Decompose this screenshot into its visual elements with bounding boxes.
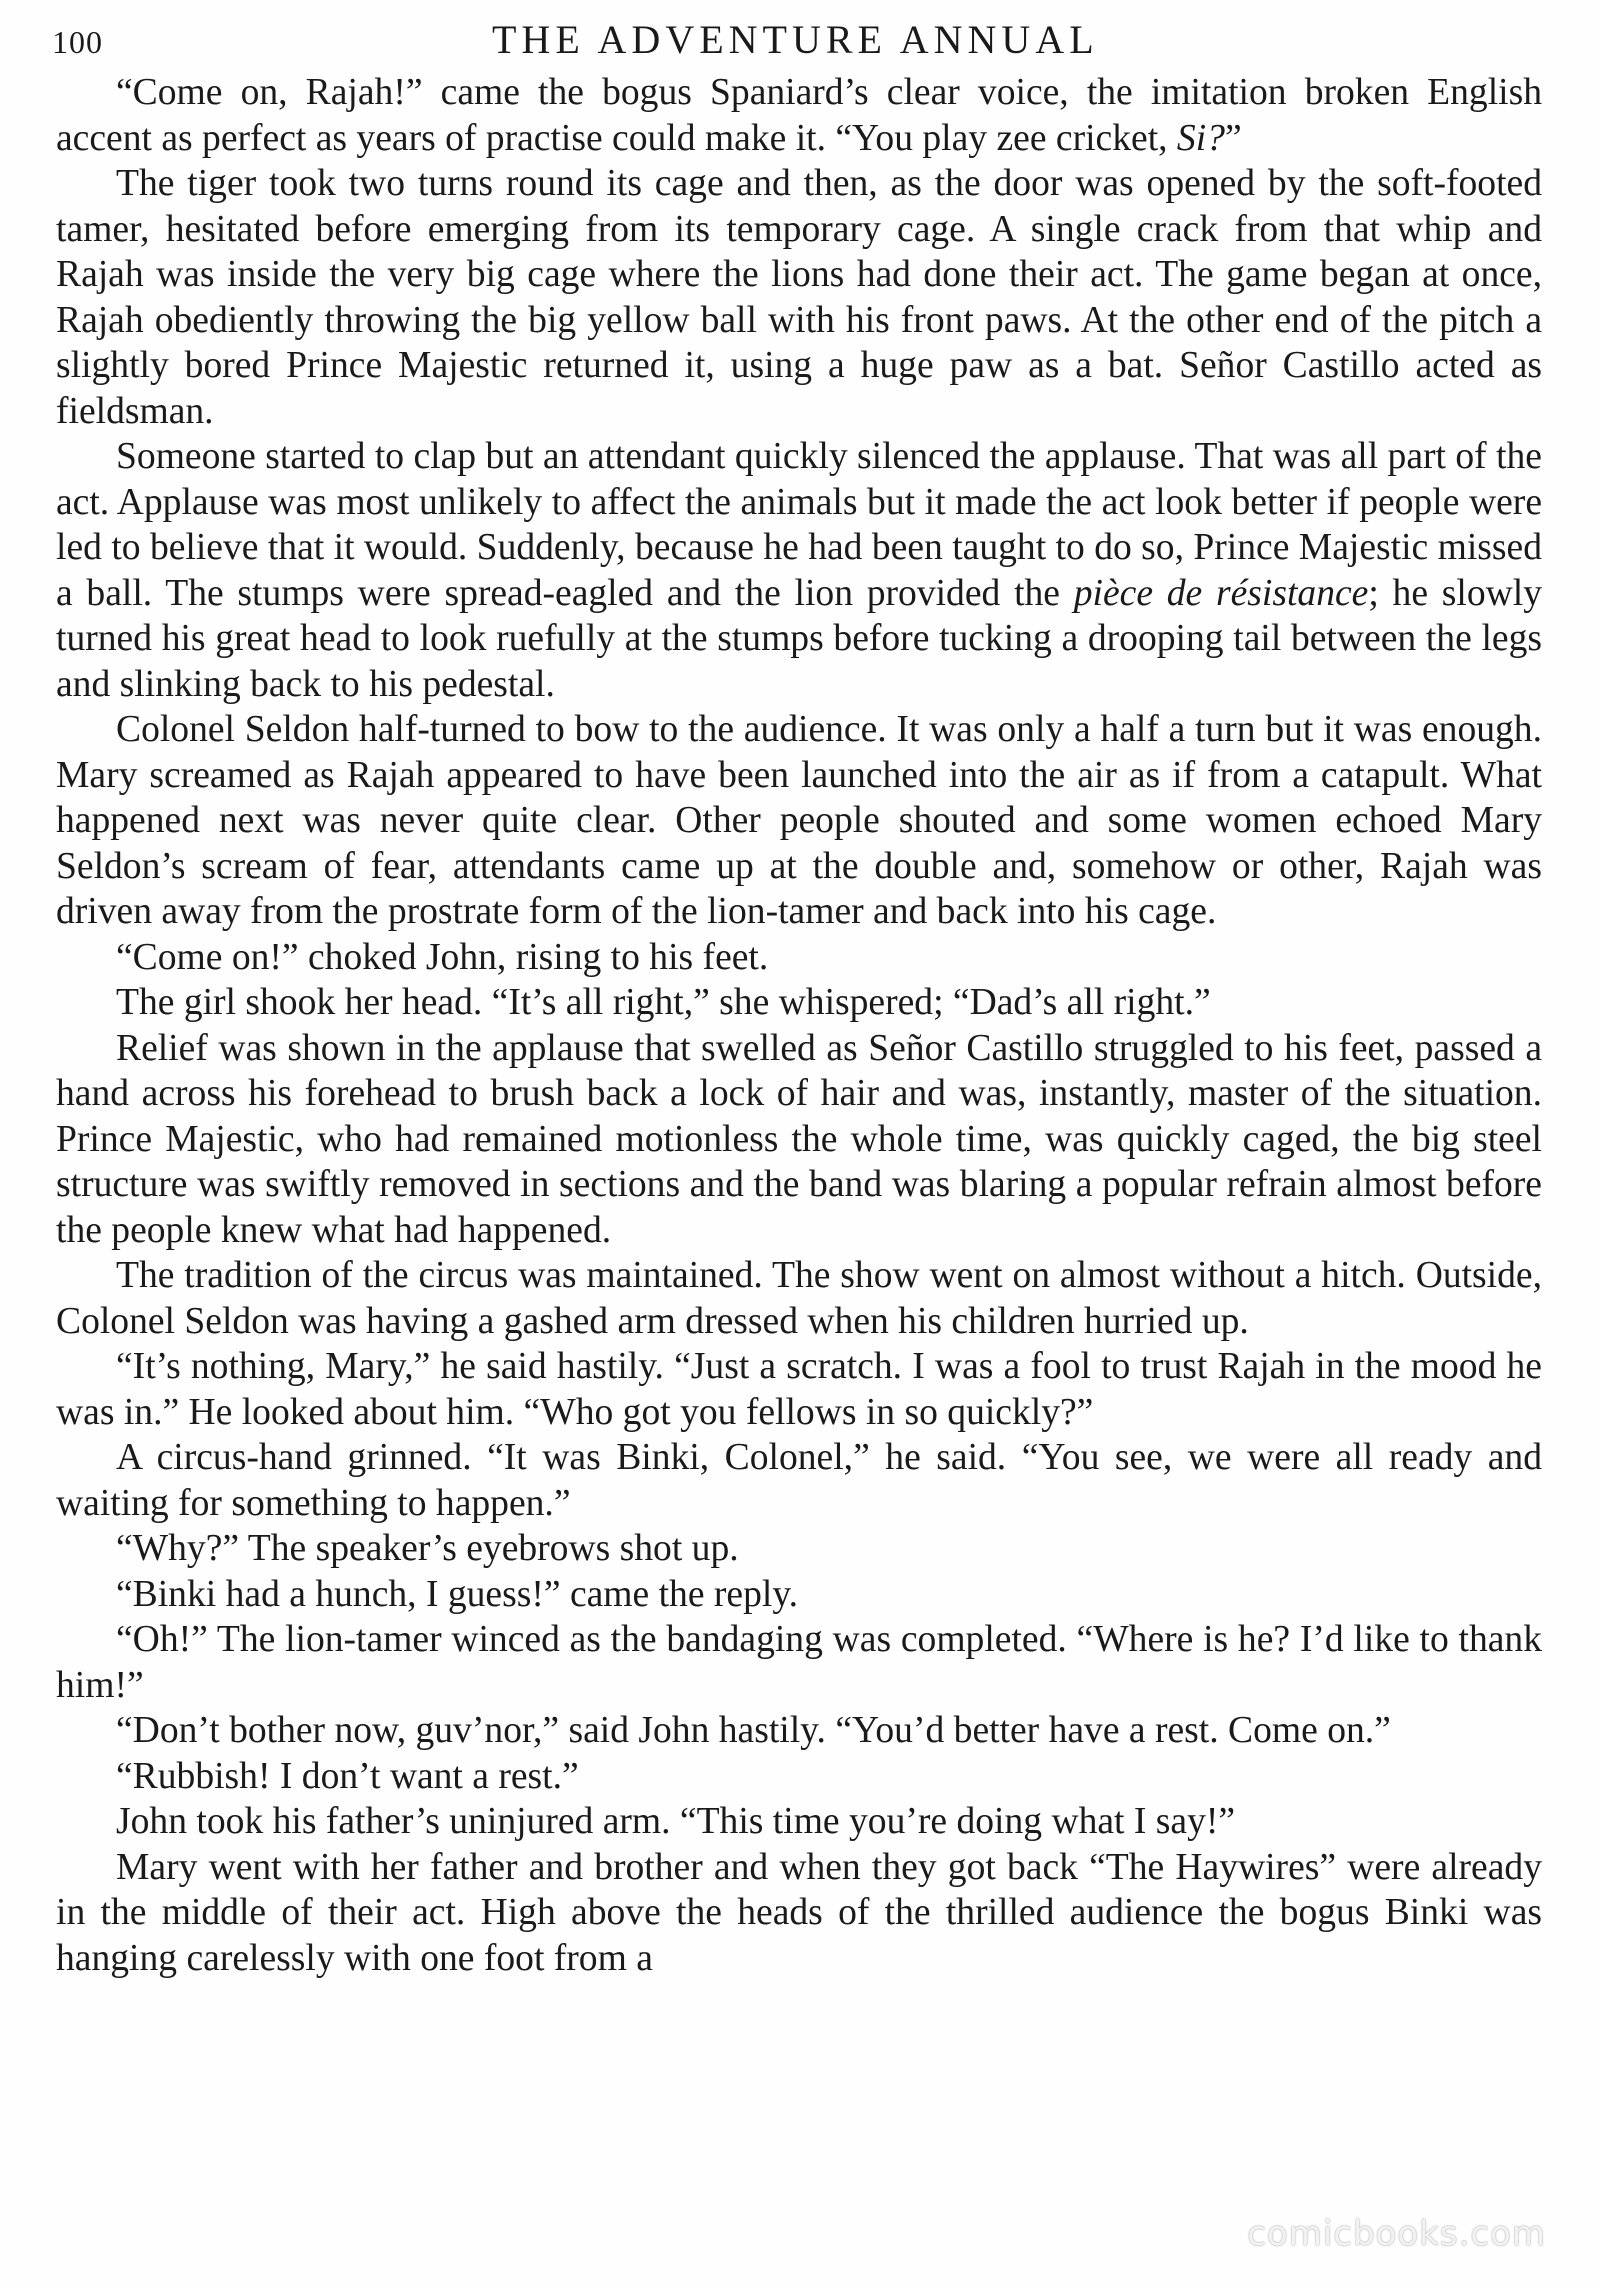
text-run: “Rubbish! I don’t want a rest.” [116,1755,579,1797]
paragraph [56,1708,1542,1754]
text-run: “Don’t bother now, guv’nor,” said John hastily. “You’d better have a rest. Come on.” [116,1710,1391,1751]
text-run: Relief was shown in the applause that swelled as Señor Castillo struggled to his feet, passed a hand across his forehead to brush back a lock of hair and was, instantly, master of the situation. Prince Majestic, who had remained motionless the whole time, was quickly caged, the big steel structure was swiftly removed in sections and the band was blaring a popular refrain almost before the people knew what had happened. [56,1027,1542,1251]
paragraph [56,1526,1542,1572]
text-run: The tiger took two turns round its cage and then, as the door was opened by the soft-footed tamer, hesitated before emerging from its temporary cage. A single crack from that whip and Rajah was inside the very big cage where the lions had done their act. The game began at once, Rajah obediently throwing the big yellow ball with his front paws. At the other end of the pitch a slightly bored Prince Majestic returned it, using a huge paw as a bat. Señor Castillo acted as fieldsman. [56,163,1542,432]
paragraph [56,161,1542,434]
paragraph [56,70,1542,161]
paragraph [56,1435,1542,1526]
page-header [52,10,1552,70]
text-run: “Come on, Rajah!” came the bogus Spaniard’s clear voice, the imitation broken English accent as perfect as years of practise could make it. “You play zee cricket, [56,72,1542,159]
text-run: The girl shook her head. “It’s all right,” she whispered; “Dad’s all right.” [116,982,1211,1023]
paragraph [56,980,1542,1026]
text-run: ; he slowly turned his great head to look ruefully at the stumps before tucking a drooping tail between the legs and slinking back to his pedestal. [56,572,1542,705]
paragraph [56,1572,1542,1618]
paragraph [56,1799,1542,1845]
paragraph [56,935,1542,981]
text-run: Colonel Seldon half-turned to bow to the audience. It was only a half a turn but it was enough. Mary screamed as Rajah appeared to have been launched into the air as if from a catapult. What happened next was never quite clear. Other people shouted and some women echoed Mary Seldon’s scream of fear, attendants came up at the double and, somehow or other, Rajah was driven away from the prostrate form of the lion-tamer and back into his cage. [56,709,1542,932]
paragraph [56,434,1542,707]
paragraph [56,1253,1542,1344]
text-run: “Oh!” The lion-tamer winced as the bandaging was completed. “Where is he? I’d like to thank him!” [56,1619,1542,1706]
text-run: “Come on!” choked John, rising to his feet. [116,936,769,978]
watermark: comicbooks.com [1247,2214,1546,2254]
text-run: A circus-hand grinned. “It was Binki, Colonel,” he said. “You see, we were all ready and waiting for something to happen.” [56,1437,1542,1524]
story-text [56,70,1542,1981]
paragraph [56,1845,1542,1982]
paragraph [56,1344,1542,1435]
text-run: The tradition of the circus was maintained. The show went on almost without a hitch. Outside, Colonel Seldon was having a gashed arm dressed when his children hurried up. [56,1255,1542,1342]
text-run: “Why?” The speaker’s eyebrows shot up. [116,1528,739,1569]
text-run: Someone started to clap but an attendant quickly silenced the applause. That was all part of the act. Applause was most unlikely to affect the animals but it made the act look better if people were led to believe that it would. Suddenly, because he had been taught to do so, Prince Majestic missed a ball. The stumps were spread-eagled and the lion provided the [56,436,1542,614]
text-run: Mary went with her father and brother and when they got back “The Haywires” were already in the middle of their act. High above the heads of the thrilled audience the bogus Binki was hanging carelessly with one foot from a [56,1846,1542,1979]
page-number: 100 [52,24,103,60]
text-run: “Binki had a hunch, I guess!” came the reply. [116,1573,799,1615]
italic-text: pièce de résistance [1073,572,1369,614]
paragraph [56,1026,1542,1254]
text-run: “It’s nothing, Mary,” he said hastily. “Just a scratch. I was a fool to trust Rajah in the mood he was in.” He looked about him. “Who got you fellows in so quickly?” [56,1346,1542,1433]
paragraph [56,1617,1542,1708]
running-title: THE ADVENTURE ANNUAL [492,17,1099,62]
text-run: John took his father’s uninjured arm. “This time you’re doing what I say!” [116,1801,1236,1842]
text-run: ” [1224,117,1242,159]
italic-text: Si? [1176,117,1225,159]
paragraph [56,707,1542,935]
paragraph [56,1754,1542,1800]
